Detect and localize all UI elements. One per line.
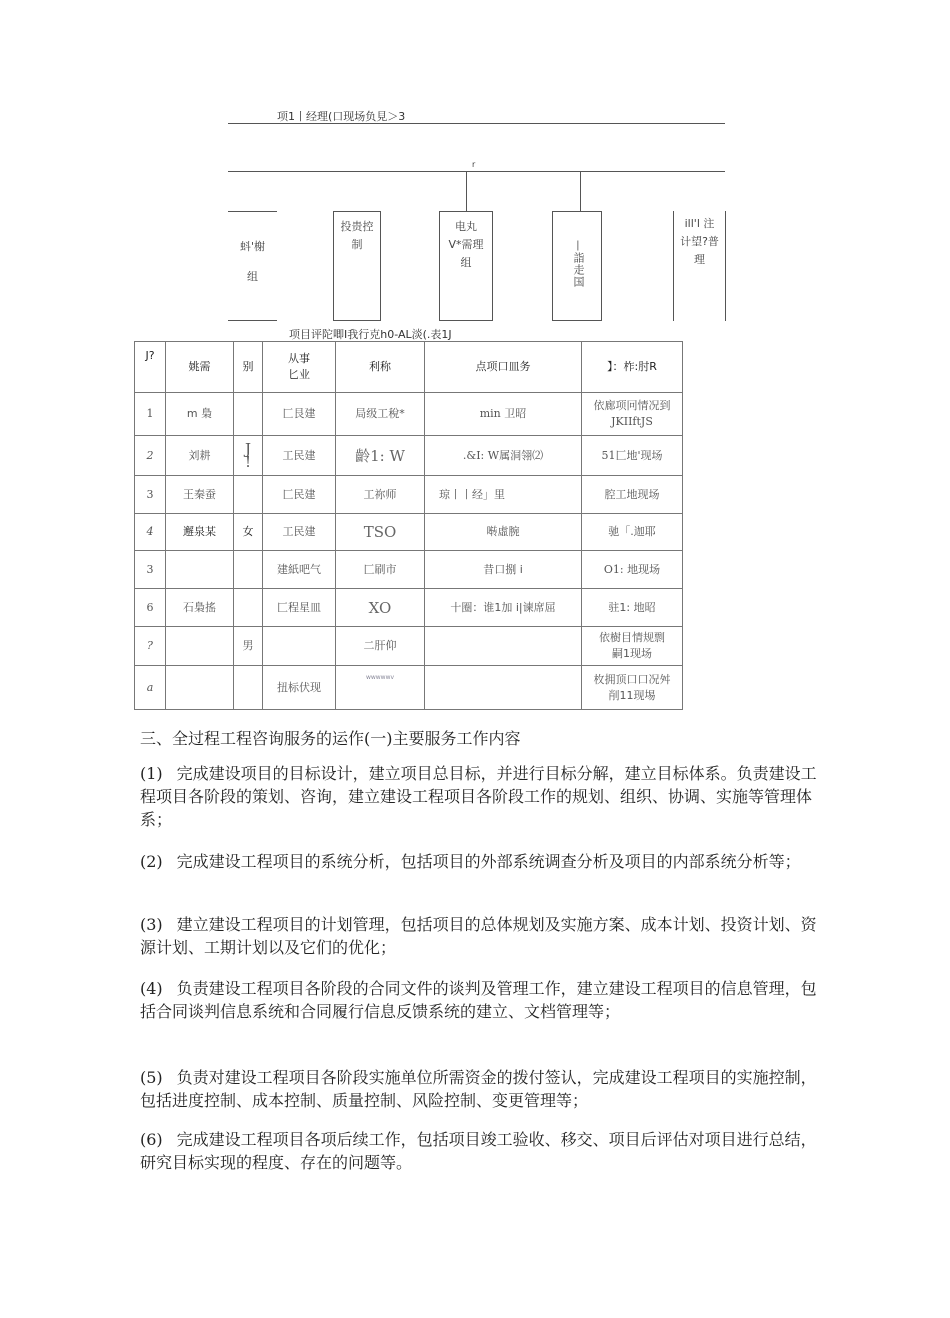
table-cell: 4 [135,514,166,551]
table-cell: 男 [234,627,263,666]
table-header-cell: 姚需 [166,342,234,393]
paragraph-text: 完成建设工程项目的系统分析，包括项目的外部系统调查分析及项目的内部系统分析等； [176,852,801,871]
table-cell [234,666,263,710]
paragraph [140,762,830,831]
table-cell: 啭虛腕 [425,514,582,551]
org-box-2 [333,211,381,321]
table-cell: 工民建 [263,436,336,476]
table-cell: .&I: W属洞翎⑵ [425,436,582,476]
table-header-cell: 点项口皿务 [425,342,582,393]
table-cell [263,627,336,666]
table-cell: J ! [234,436,263,476]
table-cell: 依樹目情规剽 嗣1现场 [582,627,683,666]
table-cell: 1 [135,393,166,436]
table-cell: m 梟 [166,393,234,436]
table-cell: 驰「.迦耶 [582,514,683,551]
table-cell: 工祢师 [336,476,425,514]
org-box-4 [552,211,602,321]
table-cell: wwwwwv [336,666,425,710]
table-header-cell: 别 [234,342,263,393]
table-row [135,393,683,436]
org-chart-title: 项1丨经理(口现场负見＞3 [277,110,406,123]
paragraph-number: (3) [140,915,163,934]
org-box-3-label-2: V*需理 [448,238,484,251]
org-box-2-label: 投贵控 [340,220,374,233]
table-cell [234,551,263,589]
table-cell: 二肝仰 [336,627,425,666]
table-row [135,476,683,514]
table-cell: 2 [135,436,166,476]
table-cell: 匚刷市 [336,551,425,589]
table-header-cell: J? [135,342,166,393]
table-cell: 扭标伏现 [263,666,336,710]
org-box-1-label-2: 组 [247,270,258,283]
table-header-cell: 利称 [336,342,425,393]
staff-table [134,341,683,710]
org-box-3-label-3: 组 [460,256,472,269]
paragraph-text: 完成建设工程项目各项后续工作，包括项目竣工验收、移交、项目后评估对项目进行总结，研究目标实现的程度、存在的问题等。 [140,1130,817,1172]
table-cell [166,627,234,666]
paragraph-text: 负责建设工程项目各阶段的合同文件的谈判及管理工作，建立建设工程项目的信息管理，包括合同谈判信息系统和合同履行信息反馈系统的建立、文档管理等； [140,979,817,1021]
table-cell [425,666,582,710]
org-chart-caption: 项目评陀唧I我行克h0-AL淡(.表1J [289,328,452,341]
org-box-5-label-2: 计望?普 [680,235,719,248]
paragraph [140,850,830,873]
paragraph [140,913,830,959]
org-box-3-label: 电丸 [455,220,477,233]
table-cell: 昔口捌 i [425,551,582,589]
section-heading: 三、全过程工程咨询服务的运作(一)主要服务工作内容 [140,729,521,748]
table-cell: O1: 地现场 [582,551,683,589]
table-cell [234,476,263,514]
table-cell: 3 [135,476,166,514]
table-cell [234,589,263,627]
table-cell: 枚拥顶口口况舛 削11现埸 [582,666,683,710]
paragraph-number: (4) [140,979,163,998]
paragraph-number: (5) [140,1068,163,1087]
table-cell: ? [135,627,166,666]
org-right-edge [725,211,726,321]
table-cell: 匚艮建 [263,393,336,436]
table-cell [166,551,234,589]
paragraph [140,1066,830,1112]
table-row [135,436,683,476]
paragraph [140,1128,830,1174]
table-row [135,551,683,589]
table-cell: 3 [135,551,166,589]
paragraph-number: (1) [140,764,163,783]
table-cell: 刘耕 [166,436,234,476]
table-cell: 建紙吧气 [263,551,336,589]
org-box-5-label: ill'l 注 [684,217,715,230]
org-box-2-label-2: 制 [351,238,363,251]
table-cell: 局级工稅* [336,393,425,436]
table-cell: 51匚地'现场 [582,436,683,476]
table-cell [234,393,263,436]
paragraph-number: (6) [140,1130,163,1149]
table-cell: TSO [336,514,425,551]
table-header-cell: 从事 匕业 [263,342,336,393]
org-box-5-label-3: 理 [694,253,705,266]
table-cell: 齡1: W [336,436,425,476]
table-row [135,666,683,710]
table-cell: 6 [135,589,166,627]
table-cell: 驻1: 地昭 [582,589,683,627]
org-box-4-label: —詣走国 [572,240,585,288]
paragraph [140,977,830,1023]
org-top-line [228,123,725,124]
table-cell: 匚民建 [263,476,336,514]
paragraph-text: 负责对建设工程项目各阶段实施单位所需资金的拨付签认，完成建设工程项目的实施控制，包括进度控制、成本控制、质量控制、风险控制、变更管理等； [140,1068,817,1110]
table-cell: 工民建 [263,514,336,551]
org-chart [0,0,950,345]
table-cell: XO [336,589,425,627]
table-header-row [135,342,683,393]
table-cell: 琼丨丨经」里 [425,476,582,514]
org-connector [466,171,467,211]
table-cell: a [135,666,166,710]
paragraph-text: 建立建设工程项目的计划管理，包括项目的总体规划及实施方案、成本计划、投资计划、资源计划、工期计划以及它们的优化； [140,915,817,957]
paragraph-number: (2) [140,852,163,871]
org-branch-line [228,171,725,172]
table-cell: min 卫昭 [425,393,582,436]
table-cell: 匚程星皿 [263,589,336,627]
org-box-1 [228,211,277,321]
org-box-5 [673,211,725,321]
table-cell: 腔工地现场 [582,476,683,514]
table-cell: 王秦蚕 [166,476,234,514]
table-row [135,589,683,627]
table-header-cell: 】：柞:肘R [582,342,683,393]
org-box-1-label: 蚪'榭 [239,240,266,253]
table-row [135,627,683,666]
table-cell: 十圈：谁1加 i|谏席屈 [425,589,582,627]
table-row [135,514,683,551]
table-cell: 依廊项冋情况到 JKIIftJS [582,393,683,436]
paragraph-text: 完成建设项目的目标设计，建立项目总目标，并进行目标分解，建立目标体系。负责建设工程项目各阶段的策划、咨询，建立建设工程项目各阶段工作的规划、组织、协调、实施等管理体系； [140,764,817,829]
org-box-3 [439,211,493,321]
org-tick-mark: r [472,160,476,169]
table-cell: 女 [234,514,263,551]
table-cell: 邂泉某 [166,514,234,551]
table-cell [166,666,234,710]
table-cell: 石梟搖 [166,589,234,627]
org-connector [580,171,581,211]
table-cell [425,627,582,666]
